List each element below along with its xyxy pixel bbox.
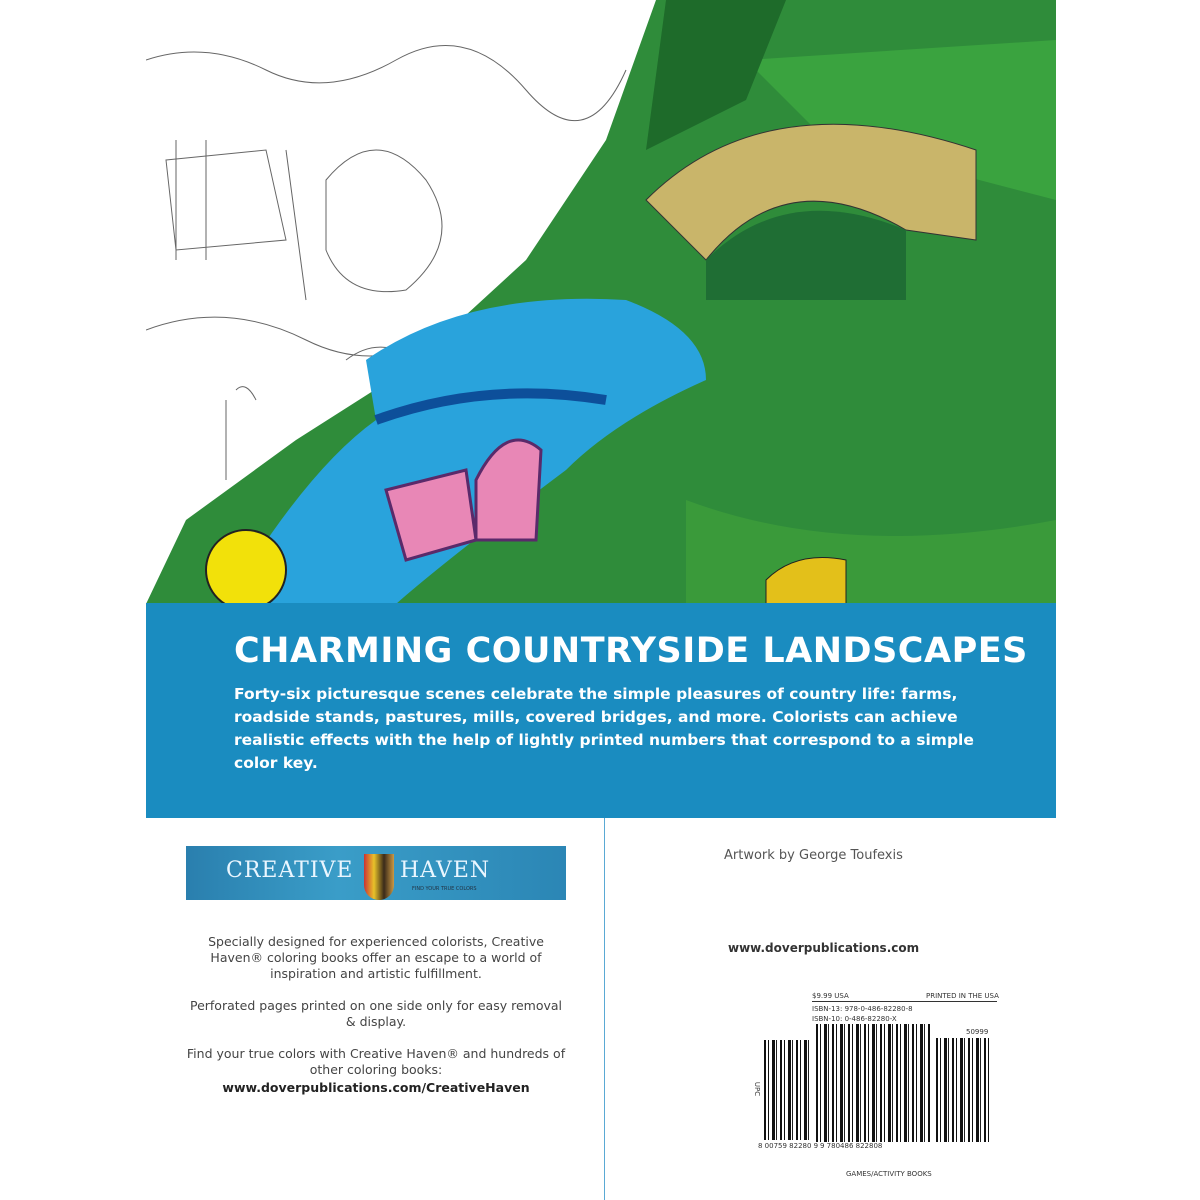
upc-barcode [764, 1040, 810, 1140]
artwork-credit: Artwork by George Toufexis [724, 848, 903, 863]
logo-tagline: FIND YOUR TRUE COLORS [412, 886, 477, 892]
logo-text-right: HAVEN [400, 858, 491, 883]
addon-barcode [936, 1038, 992, 1142]
book-description: Forty-six picturesque scenes celebrate the simple pleasures of country life: farms, roadside stands, pastures, mills, covered bridges, and more. Colorists can achieve realistic effects with the help of lightly printed numbers that correspond to a simple color key. [234, 685, 974, 772]
creative-haven-logo [186, 846, 566, 900]
cover-illustration [146, 0, 1056, 604]
book-title: CHARMING COUNTRYSIDE LANDSCAPES [234, 631, 1028, 671]
description-band [146, 603, 1056, 818]
isbn-barcode [816, 1024, 931, 1142]
isbn-10: ISBN-10: 0-486-82280-X [812, 1015, 897, 1023]
category: GAMES/ACTIVITY BOOKS [846, 1170, 932, 1178]
series-url-link[interactable]: www.doverpublications.com/CreativeHaven [222, 1080, 530, 1095]
upc-digits: 8 00759 82280 9 [758, 1142, 819, 1150]
series-description: Specially designed for experienced colorists, Creative Haven® coloring books offer an escape to a world of inspiration and artistic fulfillment. [208, 934, 544, 981]
perforated-note: Perforated pages printed on one side only for easy removal & display. [189, 998, 563, 1029]
isbn-13: ISBN-13: 978-0-486-82280-8 [812, 1005, 913, 1013]
price: $9.99 USA [812, 992, 849, 1000]
upc-label: UPC [753, 1081, 762, 1097]
ean-digits: 9 780486 822808 [820, 1142, 883, 1150]
pencils-icon [364, 854, 394, 900]
logo-text-left: CREATIVE [226, 858, 354, 883]
publisher-url[interactable]: www.doverpublications.com [728, 941, 920, 955]
book-back-cover [146, 0, 1056, 1200]
price-addon: 50999 [966, 1028, 989, 1036]
find-colors-note: Find your true colors with Creative Haven® and hundreds of other coloring books: [186, 1046, 566, 1077]
printed-in: PRINTED IN THE USA [926, 992, 999, 1000]
vertical-divider [604, 818, 605, 1200]
